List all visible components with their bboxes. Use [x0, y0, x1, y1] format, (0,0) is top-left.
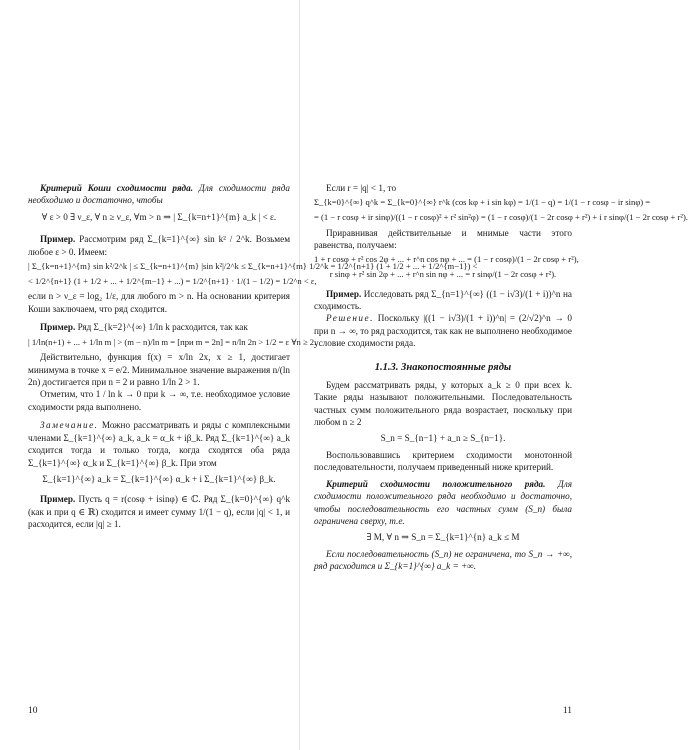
example-2-text: Ряд Σ_{k=2}^{∞} 1/ln k расходится, так как — [77, 322, 248, 333]
cauchy-criterion-text: Для сходимости ряда необходимо и достаточно, чтобы — [28, 183, 291, 206]
right-example-paragraph — [314, 288, 572, 313]
monotone-criterion-paragraph: Воспользовавшись критерием сходимости монотонной последовательности, получаем приведенный ниже критерий. — [314, 449, 572, 473]
unbounded-sums-paragraph: Если последовательность (S_n) не ограничена, то S_n → +∞, ряд расходится и Σ_{k=1}^{∞} a_k = +∞. — [314, 548, 572, 572]
example-2-note: Отметим, что 1 / ln k → 0 при k → ∞, т.е. необходимое условие сходимости ряда выполнено. — [28, 389, 290, 412]
remark-label: Замечание. — [40, 420, 99, 431]
remark-text: Можно рассматривать и ряды с комплексными членами Σ_{k=1}^{∞} a_k, a_k = α_k + iβ_k. Ряд Σ_{k=1}^{∞} a_k сходится тогда и только тогда, когда сходятся оба ряда Σ_{k=1}^{∞} α_k и Σ_{k=1}^{∞} β_k. При этом — [28, 420, 290, 468]
positive-criterion-heading: Критерий сходимости положительного ряда. — [326, 478, 546, 489]
cosine-series-formula: 1 + r cosφ + r² cos 2φ + ... + r^n cos nφ + ... = (1 − r cosφ)/(1 − 2r cosφ + r²), — [314, 254, 579, 265]
solution-label: Решение. — [326, 313, 374, 324]
positive-series-paragraph: Будем рассматривать ряды, у которых a_k ≥ 0 при всех k. Такие ряды называют положительными. Последовательность частных сумм положительного ряда возрастает, поскольку при любом n ≥ 2 — [314, 379, 572, 428]
sine-series-formula: r sinφ + r² sin 2φ + ... + r^n sin nφ + ... = r sinφ/(1 − 2r cosφ + r²). — [329, 269, 557, 280]
example-1-paragraph — [28, 233, 290, 258]
positive-criterion-text: Для сходимости положительного ряда необходимо и достаточно, чтобы последовательность его частных сумм (S_n) была ограничена сверху, т.е. — [314, 478, 572, 526]
remark-paragraph — [28, 419, 290, 469]
complex-series-sum-formula: Σ_{k=1}^{∞} a_k = Σ_{k=1}^{∞} α_k + i Σ_{k=1}^{∞} β_k. — [42, 473, 276, 484]
geometric-series-intro: Если r = |q| < 1, то — [326, 183, 397, 193]
geometric-series-formula-line-1: Σ_{k=0}^{∞} q^k = Σ_{k=0}^{∞} r^k (cos kφ + i sin kφ) = 1/(1 − q) = 1/(1 − r cosφ − ir sinφ) = — [314, 197, 651, 208]
bounded-sums-formula: ∃ M, ∀ n ⇒ S_n = Σ_{k=1}^{n} a_k ≤ M — [366, 532, 520, 543]
section-title: 1.1.3. Знакопостоянные ряды — [374, 361, 512, 373]
right-example-label: Пример. — [326, 288, 362, 299]
example-2-estimate: | 1/ln(n+1) + ... + 1/ln m | > (m − n)/ln m = [при m = 2n] = n/ln 2n > 1/2 = ε ∀n ≥ 2. — [28, 336, 317, 347]
solution-paragraph — [314, 312, 572, 349]
cauchy-criterion-formula: ∀ ε > 0 ∃ ν_ε, ∀ n ≥ ν_ε, ∀m > n ⇒ | Σ_{k=n+1}^{m} a_k | < ε. — [41, 211, 277, 222]
example-3-paragraph — [28, 493, 290, 530]
page-number-right: 11 — [562, 706, 572, 716]
example-1-estimate-line-2: < 1/2^{n+1} (1 + 1/2 + ... + 1/2^{m−1} + ...) = 1/2^{n+1} · 1/(1 − 1/2) = 1/2^n < ε, — [28, 275, 317, 286]
solution-text: Поскольку |((1 − i√3)/(1 + i))^n| = (2/√2)^n → 0 при n → ∞, то ряд расходится, так как не выполнено необходимое условие сходимости ряда. — [314, 313, 573, 349]
example-2-explanation: Действительно, функция f(x) = x/ln 2x, x ≥ 1, достигает минимума в точке x = e/2. Минимальное значение выражения n/(ln 2n) достигается при n = 2 и равно 1/ln 2 > 1. — [28, 352, 290, 387]
cauchy-criterion-paragraph — [28, 182, 290, 207]
geometric-series-formula-line-2: = (1 − r cosφ + ir sinφ)/((1 − r cosφ)² + r² sin²φ) = (1 − r cosφ)/(1 − 2r cosφ + r²) + i r sinφ/(1 − 2r cosφ + r²). — [314, 212, 688, 223]
real-imag-parts-text: Приравнивая действительные и мнимые части этого равенства, получаем: — [314, 227, 572, 251]
example-1-conclusion: если n > ν_ε = log₂ 1/ε, для любого m > n. На основании критерия Коши заключаем, что ряд сходится. — [28, 291, 290, 314]
positive-criterion-paragraph — [314, 478, 572, 528]
example-2-label: Пример. — [40, 322, 76, 333]
example-2-paragraph — [28, 321, 290, 333]
example-1-text: Рассмотрим ряд Σ_{k=1}^{∞} sin k² / 2^k. Возьмем любое ε > 0. Имеем: — [28, 234, 291, 257]
example-3-text: Пусть q = r(cosφ + isinφ) ∈ ℂ. Ряд Σ_{k=0}^{∞} q^k (как и при q ∈ ℝ) сходится и имеет сумму 1/(1 − q), если |q| < 1, и расходится, если |q| ≥ 1. — [28, 494, 290, 530]
right-example-text: Исследовать ряд Σ_{n=1}^{∞} ((1 − i√3)/(1 + i))^n на сходимость. — [314, 288, 572, 312]
right-page — [300, 0, 688, 750]
example-3-label: Пример. — [40, 494, 76, 505]
example-1-label: Пример. — [40, 234, 76, 245]
page-number-left: 10 — [28, 706, 38, 716]
example-1-estimate-line-1: | Σ_{k=n+1}^{m} sin k²/2^k | ≤ Σ_{k=n+1}^{m} |sin k²|/2^k ≤ Σ_{k=n+1}^{m} 1/2^k = 1/2^{n+1} (1 + 1/2 + ... + 1/2^{m−1}) < — [28, 261, 478, 272]
cauchy-criterion-heading: Критерий Коши сходимости ряда. — [40, 183, 194, 193]
partial-sums-formula: S_n = S_{n−1} + a_n ≥ S_{n−1}. — [380, 433, 506, 444]
